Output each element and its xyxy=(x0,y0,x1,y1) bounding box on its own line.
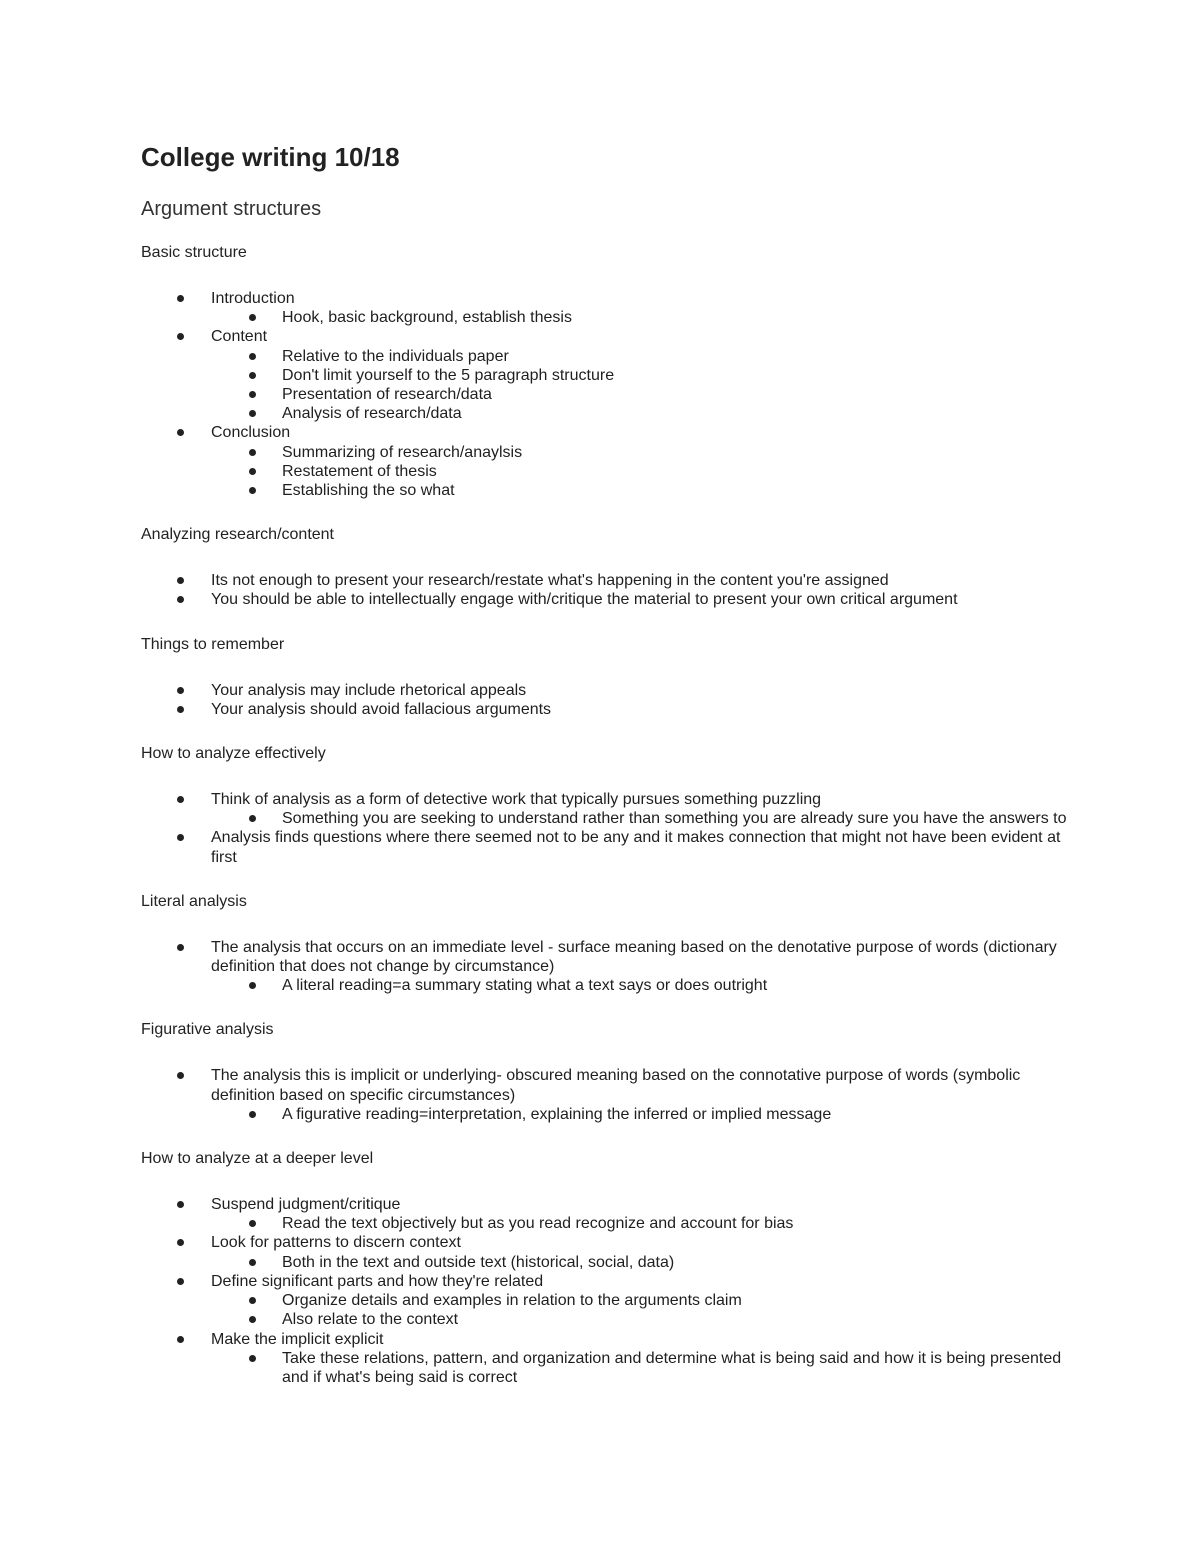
bullet-list xyxy=(141,938,1071,996)
bullet-list xyxy=(141,681,1071,719)
bullet-icon xyxy=(249,372,256,379)
bullet-item xyxy=(141,790,1071,828)
section-heading: Analyzing research/content xyxy=(141,526,334,544)
sub-bullet-list xyxy=(141,809,1071,828)
bullet-text: Summarizing of research/anaylsis xyxy=(282,443,523,461)
bullet-text: You should be able to intellectually engage with/critique the material to present your own critical argument xyxy=(211,591,958,609)
bullet-item xyxy=(141,1066,1071,1124)
bullet-icon xyxy=(249,1355,256,1362)
sub-bullet-item xyxy=(141,809,1071,828)
bullet-icon xyxy=(249,449,256,456)
bullet-icon xyxy=(177,796,184,803)
bullet-icon xyxy=(249,353,256,360)
bullet-text: Conclusion xyxy=(211,424,291,442)
sub-bullet-list xyxy=(141,1214,1071,1233)
bullet-text: Introduction xyxy=(211,290,295,307)
sub-bullet-item xyxy=(141,347,1071,366)
bullet-icon xyxy=(177,687,184,694)
bullet-icon xyxy=(249,982,256,989)
sub-bullet-item xyxy=(141,404,1071,423)
bullet-text: Make the implicit explicit xyxy=(211,1330,384,1348)
bullet-item xyxy=(141,423,1071,500)
bullet-item xyxy=(141,590,1071,609)
sub-bullet-item xyxy=(141,385,1071,404)
bullet-text: The analysis that occurs on an immediate level - surface meaning based on the denotative purpose of words (dictionary definition that does not change by circumstance) xyxy=(211,938,1057,976)
bullet-list xyxy=(141,1066,1071,1124)
bullet-icon xyxy=(177,1239,184,1246)
section-heading: Literal analysis xyxy=(141,892,247,910)
bullet-item xyxy=(141,1330,1071,1388)
bullet-icon xyxy=(177,1072,184,1079)
sub-bullet-list xyxy=(141,1105,1071,1124)
bullet-icon xyxy=(249,391,256,398)
sub-bullet-list xyxy=(141,443,1071,501)
bullet-icon xyxy=(249,410,256,417)
sub-bullet-list xyxy=(141,1349,1071,1387)
bullet-text: Suspend judgment/critique xyxy=(211,1196,401,1214)
sub-bullet-item xyxy=(141,1291,1071,1310)
bullet-icon xyxy=(177,1336,184,1343)
bullet-list xyxy=(141,1195,1071,1387)
bullet-text: Both in the text and outside text (historical, social, data) xyxy=(282,1253,675,1271)
bullet-text: Something you are seeking to understand rather than something you are already sure you have the answers to xyxy=(282,810,1067,828)
section-heading: How to analyze effectively xyxy=(141,745,326,763)
bullet-text: Content xyxy=(211,328,268,346)
bullet-text: Look for patterns to discern context xyxy=(211,1234,461,1252)
bullet-icon xyxy=(249,1316,256,1323)
bullet-text: Your analysis should avoid fallacious arguments xyxy=(211,700,552,718)
sub-bullet-list xyxy=(141,976,1071,995)
bullet-text: Analysis of research/data xyxy=(282,405,462,423)
bullet-text: Take these relations, pattern, and organization and determine what is being said and how it is being presented and if what's being said is correct xyxy=(282,1349,1062,1386)
sub-bullet-item xyxy=(141,308,1071,327)
bullet-item xyxy=(141,289,1071,327)
bullet-icon xyxy=(249,1111,256,1118)
bullet-icon xyxy=(177,429,184,436)
bullet-text: The analysis this is implicit or underlying- obscured meaning based on the connotative purpose of words (symbolic definition based on specific circumstances) xyxy=(211,1067,1021,1104)
bullet-icon xyxy=(249,815,256,822)
bullet-icon xyxy=(177,333,184,340)
bullet-icon xyxy=(177,944,184,951)
sub-bullet-item xyxy=(141,1310,1071,1329)
bullet-text: Restatement of thesis xyxy=(282,462,437,480)
sub-bullet-item xyxy=(141,443,1071,462)
bullet-icon xyxy=(249,1297,256,1304)
bullet-text: Its not enough to present your research/restate what's happening in the content you're assigned xyxy=(211,572,889,590)
bullet-list xyxy=(141,289,1071,500)
bullet-text: Relative to the individuals paper xyxy=(282,347,509,365)
sub-bullet-list xyxy=(141,1253,1071,1272)
bullet-icon xyxy=(177,1278,184,1285)
sub-bullet-item xyxy=(141,1214,1071,1233)
bullet-text: Establishing the so what xyxy=(282,482,455,500)
bullet-text: Define significant parts and how they're related xyxy=(211,1272,544,1290)
bullet-text: Analysis finds questions where there seemed not to be any and it makes connection that might not have been evident at first xyxy=(211,829,1061,866)
bullet-text: A figurative reading=interpretation, explaining the inferred or implied message xyxy=(282,1105,832,1123)
bullet-text: Don't limit yourself to the 5 paragraph structure xyxy=(282,366,615,384)
bullet-item xyxy=(141,700,1071,719)
sub-bullet-list xyxy=(141,347,1071,424)
notes-body xyxy=(141,243,1071,1387)
bullet-icon xyxy=(177,1201,184,1208)
bullet-item xyxy=(141,1272,1071,1330)
bullet-text: Presentation of research/data xyxy=(282,386,492,404)
document-subtitle: Argument structures xyxy=(141,198,322,220)
bullet-item xyxy=(141,1233,1071,1271)
sub-bullet-list xyxy=(141,308,1071,327)
bullet-icon xyxy=(177,706,184,713)
bullet-icon xyxy=(177,834,184,841)
section-heading: How to analyze at a deeper level xyxy=(141,1150,374,1168)
bullet-item xyxy=(141,1195,1071,1233)
bullet-text: Think of analysis as a form of detective work that typically pursues something puzzling xyxy=(211,791,822,809)
bullet-icon xyxy=(249,1220,256,1227)
bullet-item xyxy=(141,571,1071,590)
bullet-item xyxy=(141,681,1071,700)
bullet-list xyxy=(141,571,1071,609)
sub-bullet-item xyxy=(141,366,1071,385)
bullet-text: Your analysis may include rhetorical appeals xyxy=(211,681,527,699)
bullet-icon xyxy=(177,596,184,603)
sub-bullet-item xyxy=(141,481,1071,500)
document-title: College writing 10/18 xyxy=(141,142,400,172)
bullet-item xyxy=(141,327,1071,423)
sub-bullet-item xyxy=(141,1253,1071,1272)
section-heading: Figurative analysis xyxy=(141,1021,274,1039)
bullet-icon xyxy=(177,577,184,584)
section-heading: Basic structure xyxy=(141,244,247,261)
bullet-list xyxy=(141,790,1071,867)
sub-bullet-list xyxy=(141,1291,1071,1329)
bullet-text: Organize details and examples in relation to the arguments claim xyxy=(282,1292,742,1310)
bullet-icon xyxy=(177,295,184,302)
bullet-text: Hook, basic background, establish thesis xyxy=(282,309,572,327)
bullet-icon xyxy=(249,314,256,321)
bullet-icon xyxy=(249,468,256,475)
bullet-item xyxy=(141,828,1071,866)
bullet-icon xyxy=(249,487,256,494)
sub-bullet-item xyxy=(141,976,1071,995)
sub-bullet-item xyxy=(141,462,1071,481)
sub-bullet-item xyxy=(141,1105,1071,1124)
bullet-icon xyxy=(249,1259,256,1266)
sub-bullet-item xyxy=(141,1349,1071,1387)
bullet-text: A literal reading=a summary stating what a text says or does outright xyxy=(282,977,768,995)
bullet-text: Read the text objectively but as you read recognize and account for bias xyxy=(282,1215,794,1233)
section-heading: Things to remember xyxy=(141,635,285,653)
bullet-item xyxy=(141,938,1071,996)
bullet-text: Also relate to the context xyxy=(282,1311,459,1329)
document-page xyxy=(141,140,1071,1387)
